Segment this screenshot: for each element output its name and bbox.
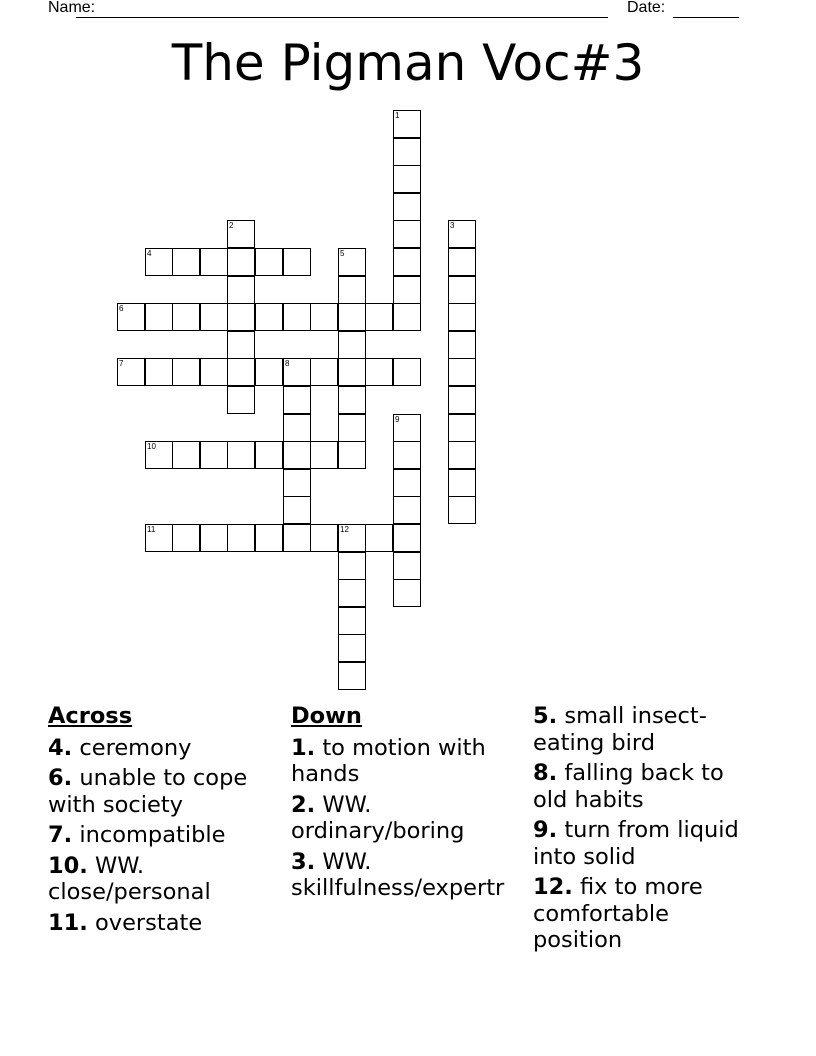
clue-item bbox=[291, 849, 531, 902]
clue-number-label: 2. bbox=[291, 791, 316, 818]
grid-cell[interactable] bbox=[393, 414, 421, 442]
grid-cell[interactable] bbox=[145, 358, 173, 386]
grid-cell[interactable] bbox=[200, 358, 228, 386]
grid-cell[interactable] bbox=[448, 441, 476, 469]
grid-cell[interactable] bbox=[310, 441, 338, 469]
clue-text: incompatible bbox=[72, 822, 226, 848]
clue-text: WW. skillfulness/expertr bbox=[291, 848, 505, 901]
grid-cell[interactable] bbox=[227, 386, 255, 414]
grid-cell[interactable] bbox=[145, 248, 173, 276]
grid-cell[interactable] bbox=[227, 248, 255, 276]
grid-cell[interactable] bbox=[283, 303, 311, 331]
down-clue-list bbox=[291, 735, 531, 902]
grid-cell[interactable] bbox=[338, 386, 366, 414]
grid-cell[interactable] bbox=[310, 303, 338, 331]
grid-cell[interactable] bbox=[227, 524, 255, 552]
grid-cell[interactable] bbox=[255, 524, 283, 552]
clue-number: 5 bbox=[340, 249, 345, 258]
clue-number: 8 bbox=[285, 359, 290, 368]
grid-cell[interactable] bbox=[393, 303, 421, 331]
grid-cell[interactable] bbox=[393, 110, 421, 138]
grid-cell[interactable] bbox=[448, 414, 476, 442]
grid-cell[interactable] bbox=[172, 524, 200, 552]
clue-number: 2 bbox=[229, 221, 234, 230]
grid-cell[interactable] bbox=[448, 276, 476, 304]
grid-cell[interactable] bbox=[338, 331, 366, 359]
grid-cell[interactable] bbox=[448, 303, 476, 331]
grid-cell[interactable] bbox=[338, 634, 366, 662]
clue-item bbox=[533, 874, 763, 954]
clue-number-label: 10. bbox=[48, 852, 88, 879]
across-heading: Across bbox=[48, 703, 133, 729]
clue-text: small insect-eating bird bbox=[533, 703, 707, 756]
grid-cell[interactable] bbox=[338, 579, 366, 607]
clue-item bbox=[533, 703, 763, 756]
grid-cell[interactable] bbox=[227, 276, 255, 304]
clue-number-label: 1. bbox=[291, 734, 316, 761]
clue-number-label: 5. bbox=[533, 703, 558, 729]
down-clue-list-continued bbox=[533, 703, 763, 954]
clue-number: 11 bbox=[147, 525, 156, 534]
clue-number: 4 bbox=[147, 249, 152, 258]
grid-cell[interactable] bbox=[338, 303, 366, 331]
grid-cell[interactable] bbox=[227, 441, 255, 469]
grid-cell[interactable] bbox=[448, 496, 476, 524]
grid-cell[interactable] bbox=[393, 138, 421, 166]
grid-cell[interactable] bbox=[393, 165, 421, 193]
clue-item bbox=[291, 735, 531, 788]
grid-cell[interactable] bbox=[448, 220, 476, 248]
grid-cell[interactable] bbox=[393, 193, 421, 221]
grid-cell[interactable] bbox=[338, 662, 366, 690]
grid-cell[interactable] bbox=[393, 276, 421, 304]
clue-text: WW. close/personal bbox=[48, 852, 211, 905]
grid-cell[interactable] bbox=[145, 303, 173, 331]
clue-number-label: 4. bbox=[48, 734, 73, 761]
clue-item bbox=[48, 853, 288, 906]
grid-cell[interactable] bbox=[227, 220, 255, 248]
clue-text: fix to more comfortable position bbox=[533, 874, 703, 953]
name-field-label: Name: bbox=[48, 0, 96, 16]
grid-cell[interactable] bbox=[117, 358, 145, 386]
grid-cell[interactable] bbox=[448, 358, 476, 386]
grid-cell[interactable] bbox=[448, 469, 476, 497]
grid-cell[interactable] bbox=[283, 358, 311, 386]
grid-cell[interactable] bbox=[393, 552, 421, 580]
grid-cell[interactable] bbox=[393, 358, 421, 386]
clue-text: to motion with hands bbox=[291, 734, 486, 787]
grid-cell[interactable] bbox=[200, 248, 228, 276]
grid-cell[interactable] bbox=[393, 248, 421, 276]
clue-text: unable to cope with society bbox=[48, 765, 248, 818]
clue-text: falling back to old habits bbox=[533, 760, 724, 813]
clue-item bbox=[291, 792, 531, 845]
clue-number-label: 8. bbox=[533, 760, 558, 786]
grid-cell[interactable] bbox=[338, 524, 366, 552]
grid-cell[interactable] bbox=[283, 496, 311, 524]
clue-text: ceremony bbox=[72, 734, 192, 761]
grid-cell[interactable] bbox=[338, 552, 366, 580]
grid-cell[interactable] bbox=[172, 358, 200, 386]
grid-cell[interactable] bbox=[448, 386, 476, 414]
clue-number: 7 bbox=[119, 359, 124, 368]
clue-item bbox=[48, 822, 288, 849]
grid-cell[interactable] bbox=[227, 358, 255, 386]
grid-cell[interactable] bbox=[283, 248, 311, 276]
grid-cell[interactable] bbox=[338, 441, 366, 469]
grid-cell[interactable] bbox=[117, 303, 145, 331]
grid-cell[interactable] bbox=[283, 441, 311, 469]
grid-cell[interactable] bbox=[338, 607, 366, 635]
clue-number: 12 bbox=[340, 525, 349, 534]
grid-cell[interactable] bbox=[200, 303, 228, 331]
grid-cell[interactable] bbox=[283, 386, 311, 414]
grid-cell[interactable] bbox=[393, 496, 421, 524]
clue-number-label: 9. bbox=[533, 817, 558, 843]
grid-cell[interactable] bbox=[172, 441, 200, 469]
clue-number-label: 6. bbox=[48, 765, 73, 791]
grid-cell[interactable] bbox=[393, 579, 421, 607]
clue-text: overstate bbox=[87, 909, 203, 936]
grid-cell[interactable] bbox=[283, 524, 311, 552]
grid-cell[interactable] bbox=[448, 248, 476, 276]
grid-cell[interactable] bbox=[338, 358, 366, 386]
clue-number: 9 bbox=[395, 415, 400, 424]
clue-text: WW. ordinary/boring bbox=[291, 791, 465, 844]
grid-cell[interactable] bbox=[255, 303, 283, 331]
date-field-label: Date: bbox=[627, 0, 666, 16]
clue-item bbox=[533, 817, 763, 870]
clue-item bbox=[48, 735, 288, 762]
grid-cell[interactable] bbox=[310, 358, 338, 386]
clue-text: turn from liquid into solid bbox=[533, 817, 739, 870]
grid-cell[interactable] bbox=[448, 331, 476, 359]
down-heading: Down bbox=[291, 703, 362, 729]
grid-cell[interactable] bbox=[365, 303, 393, 331]
grid-cell[interactable] bbox=[172, 248, 200, 276]
down-clues bbox=[291, 700, 531, 906]
grid-cell[interactable] bbox=[365, 358, 393, 386]
grid-cell[interactable] bbox=[145, 441, 173, 469]
grid-cell[interactable] bbox=[283, 469, 311, 497]
clue-item bbox=[48, 765, 288, 818]
clue-number-label: 11. bbox=[48, 909, 88, 936]
grid-cell[interactable] bbox=[255, 248, 283, 276]
grid-cell[interactable] bbox=[393, 220, 421, 248]
grid-cell[interactable] bbox=[255, 441, 283, 469]
grid-cell[interactable] bbox=[393, 469, 421, 497]
grid-cell[interactable] bbox=[393, 441, 421, 469]
grid-cell[interactable] bbox=[255, 358, 283, 386]
grid-cell[interactable] bbox=[172, 303, 200, 331]
grid-cell[interactable] bbox=[145, 524, 173, 552]
grid-cell[interactable] bbox=[393, 524, 421, 552]
clue-item bbox=[533, 760, 763, 813]
across-clue-list bbox=[48, 735, 288, 937]
grid-cell[interactable] bbox=[283, 414, 311, 442]
down-clues-continued bbox=[533, 700, 763, 958]
clue-item bbox=[48, 910, 288, 937]
clue-number: 10 bbox=[147, 442, 156, 451]
across-clues bbox=[48, 700, 288, 940]
clue-number: 1 bbox=[395, 111, 400, 120]
clue-number: 3 bbox=[450, 221, 455, 230]
grid-cell[interactable] bbox=[227, 303, 255, 331]
grid-cell[interactable] bbox=[338, 248, 366, 276]
grid-cell[interactable] bbox=[310, 524, 338, 552]
clue-number: 6 bbox=[119, 304, 124, 313]
clue-number-label: 12. bbox=[533, 874, 573, 900]
clue-number-label: 3. bbox=[291, 848, 316, 875]
grid-cell[interactable] bbox=[338, 276, 366, 304]
clue-number-label: 7. bbox=[48, 822, 73, 848]
grid-cell[interactable] bbox=[200, 524, 228, 552]
grid-cell[interactable] bbox=[338, 414, 366, 442]
page-title: The Pigman Voc#3 bbox=[171, 34, 645, 92]
grid-cell[interactable] bbox=[200, 441, 228, 469]
grid-cell[interactable] bbox=[227, 331, 255, 359]
grid-cell[interactable] bbox=[365, 524, 393, 552]
